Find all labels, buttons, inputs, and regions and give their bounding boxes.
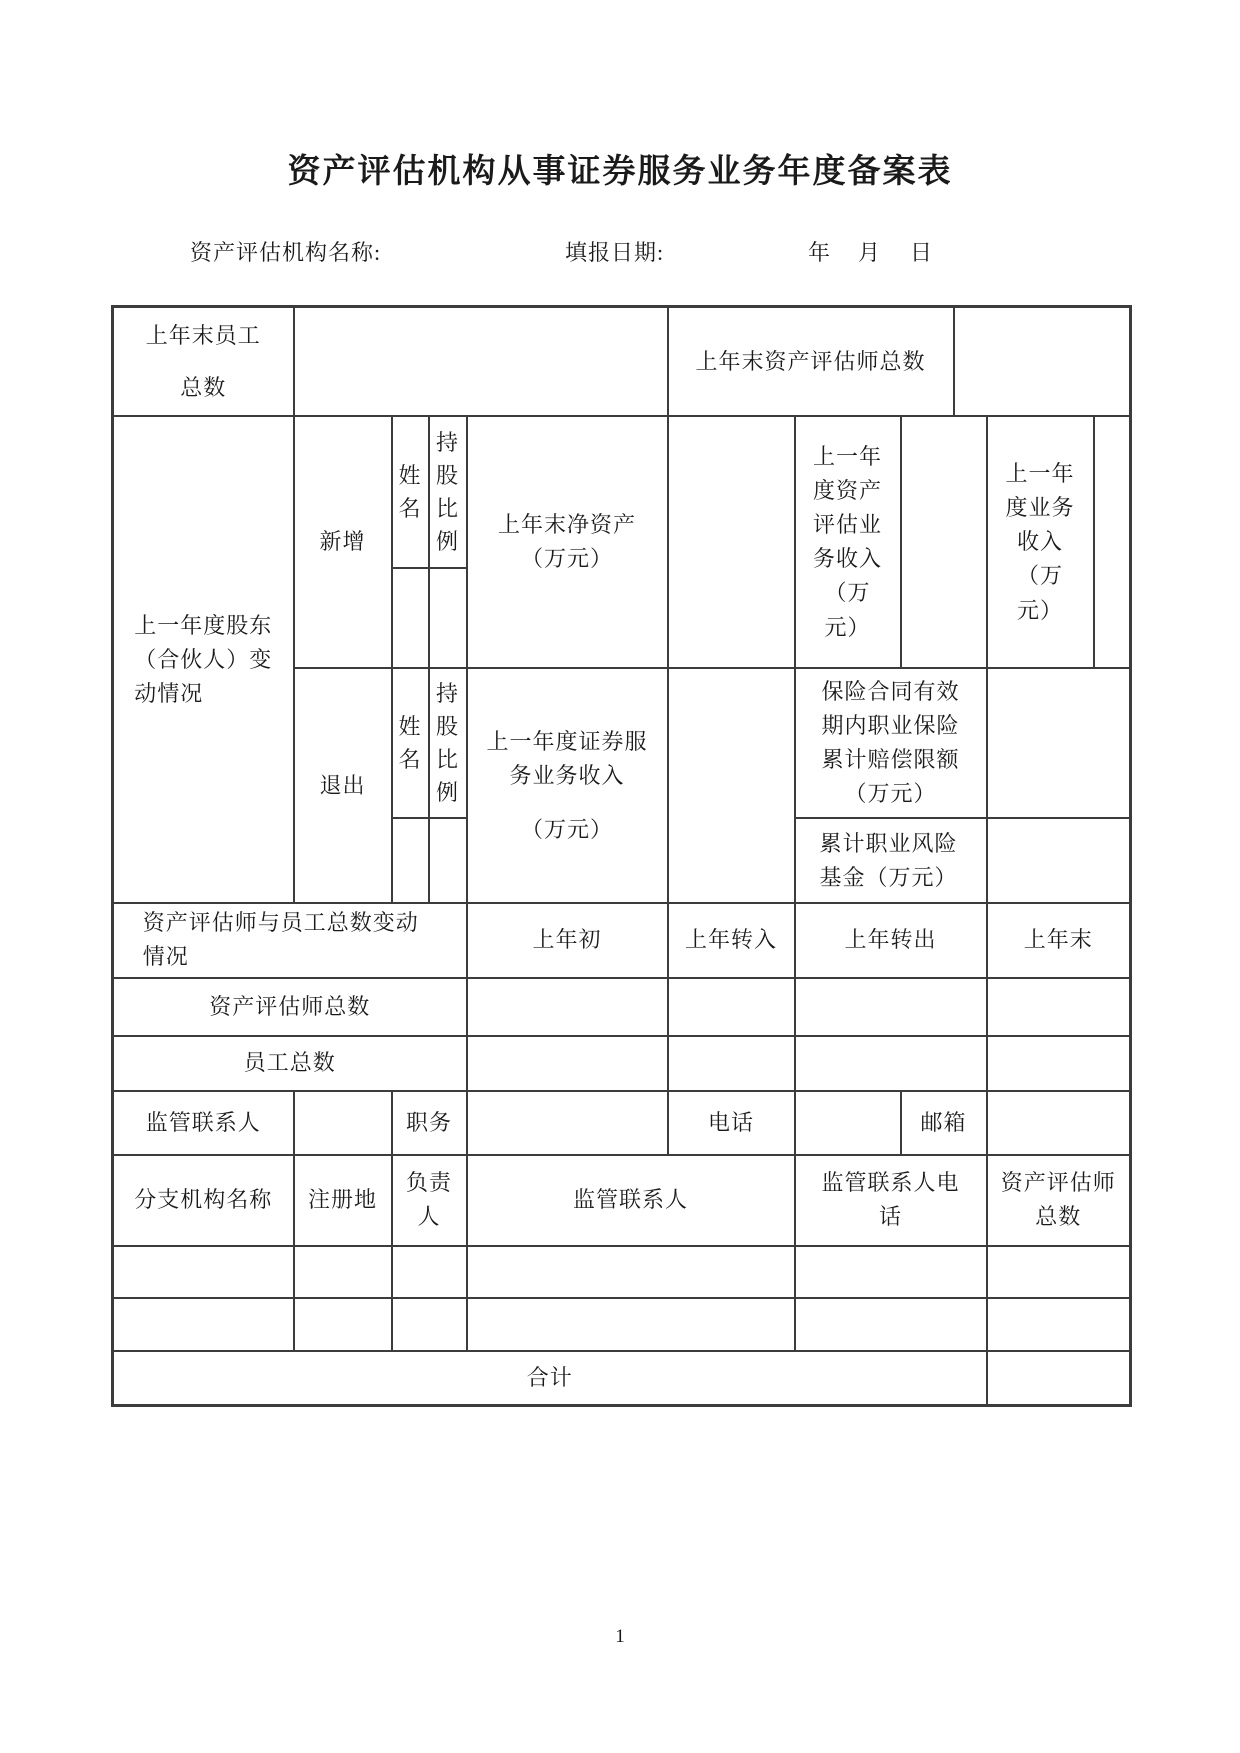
business-income-value-cell: [1094, 416, 1131, 668]
branch2-contact-cell: [467, 1298, 795, 1351]
added-ratio-header: [429, 416, 467, 568]
appraisers-transfer-in-cell: [668, 978, 795, 1036]
staff-change-section-label: [113, 903, 467, 977]
page-number: 1: [615, 1626, 625, 1647]
email-label: 邮箱: [901, 1091, 987, 1155]
risk-fund-value-cell: [987, 818, 1131, 903]
appraisers-year-end-cell: [987, 978, 1131, 1036]
securities-income-value-cell: [668, 668, 795, 903]
employees-year-start-cell: [467, 1036, 668, 1091]
form-header-line: [0, 236, 1240, 266]
branch-contact-phone-header-text: 监管联系人电话: [821, 1169, 960, 1230]
branch1-name-cell: [113, 1246, 294, 1298]
branch-total-label: 合计: [113, 1351, 987, 1406]
branch-head-header-text: 负责人: [405, 1169, 452, 1230]
branch1-contact-cell: [467, 1246, 795, 1298]
business-income-label: [987, 416, 1094, 668]
col-transfer-in-header: 上年转入: [668, 903, 795, 977]
added-name-header-text: 姓名: [398, 463, 422, 522]
phone-label: 电话: [668, 1091, 795, 1155]
exited-name-value-cell: [392, 818, 429, 903]
exited-ratio-value-cell: [429, 818, 467, 903]
col-year-start-header: 上年初: [467, 903, 668, 977]
appraisers-year-start-cell: [467, 978, 668, 1036]
branch1-appraisers-cell: [987, 1246, 1131, 1298]
filing-table: [111, 305, 1132, 1407]
month-label: 月: [858, 240, 882, 265]
exited-name-header: [392, 668, 429, 818]
employees-year-end-cell: [987, 1036, 1131, 1091]
branch1-contact-phone-cell: [795, 1246, 987, 1298]
net-assets-value-cell: [668, 416, 795, 668]
securities-income-label-text: 上一年度证券服务业务收入: [486, 728, 648, 788]
staff-change-section-label-text: 资产评估师与员工总数变动情况: [142, 910, 419, 970]
branch-head-header: [392, 1155, 467, 1246]
position-value-cell: [467, 1091, 668, 1155]
prev-year-end-employees-value-cell: [294, 307, 668, 417]
prev-year-end-appraisers-label: 上年末资产评估师总数: [668, 307, 954, 417]
branch2-name-cell: [113, 1298, 294, 1351]
exited-name-header-text: 姓名: [398, 714, 422, 773]
day-label: 日: [910, 240, 934, 265]
insurance-limit-value-cell: [987, 668, 1131, 818]
appraisers-total-row-label: 资产评估师总数: [113, 978, 467, 1036]
branch2-head-cell: [392, 1298, 467, 1351]
added-name-header: [392, 416, 429, 568]
securities-income-label: [467, 668, 668, 903]
risk-fund-label-text: 累计职业风险基金（万元）: [819, 830, 958, 890]
added-ratio-header-text: 持股比例: [435, 430, 459, 555]
prev-year-end-employees-label-text: 上年末员工总数: [145, 323, 261, 400]
email-value-cell: [987, 1091, 1131, 1155]
branch-appraisers-header-text: 资产评估师总数: [1000, 1169, 1116, 1230]
employees-transfer-out-cell: [795, 1036, 987, 1091]
employees-transfer-in-cell: [668, 1036, 795, 1091]
appraisers-transfer-out-cell: [795, 978, 987, 1036]
shareholder-change-section-label: [113, 416, 294, 903]
branch2-appraisers-cell: [987, 1298, 1131, 1351]
appraisal-income-value-cell: [901, 416, 987, 668]
supervisor-contact-value-cell: [294, 1091, 392, 1155]
branch1-head-cell: [392, 1246, 467, 1298]
prev-year-end-employees-label: [113, 307, 294, 417]
page-title: 资产评估机构从事证券服务业务年度备案表: [287, 154, 953, 190]
branch-contact-phone-header: [795, 1155, 987, 1246]
branch1-location-cell: [294, 1246, 392, 1298]
year-label: 年: [808, 240, 832, 265]
appraisal-income-label-text: 上一年度资产评估业务收入（万元）: [812, 444, 882, 640]
employees-total-row-label: 员工总数: [113, 1036, 467, 1091]
branch2-contact-phone-cell: [795, 1298, 987, 1351]
added-name-value-cell: [392, 568, 429, 668]
net-assets-label-text: 上年末净资产（万元）: [497, 512, 636, 572]
col-transfer-out-header: 上年转出: [795, 903, 987, 977]
branch-total-appraisers-value-cell: [987, 1351, 1131, 1406]
business-income-label-text: 上一年度业务收入（万元）: [1005, 461, 1075, 623]
branch-appraisers-header: [987, 1155, 1131, 1246]
branch-location-header: 注册地: [294, 1155, 392, 1246]
shareholder-change-section-label-text: 上一年度股东（合伙人）变动情况: [134, 612, 273, 706]
exited-ratio-header: [429, 668, 467, 818]
risk-fund-label: [795, 818, 987, 903]
appraisal-income-label: [795, 416, 901, 668]
added-shareholders-label: 新增: [294, 416, 392, 668]
fill-date-label: 填报日期:: [565, 240, 665, 265]
net-assets-label: [467, 416, 668, 668]
col-year-end-header: 上年末: [987, 903, 1131, 977]
insurance-limit-label-text: 保险合同有效期内职业保险累计赔偿限额（万元）: [821, 679, 960, 807]
prev-year-end-appraisers-value-cell: [954, 307, 1131, 417]
exited-ratio-header-text: 持股比例: [435, 681, 459, 806]
insurance-limit-label: [795, 668, 987, 818]
phone-value-cell: [795, 1091, 901, 1155]
supervisor-contact-label: 监管联系人: [113, 1091, 294, 1155]
branch2-location-cell: [294, 1298, 392, 1351]
added-ratio-value-cell: [429, 568, 467, 668]
branch-contact-header: 监管联系人: [467, 1155, 795, 1246]
securities-income-unit-text: （万元）: [520, 816, 613, 842]
org-name-label: 资产评估机构名称:: [190, 240, 382, 265]
exited-shareholders-label: 退出: [294, 668, 392, 903]
position-label: 职务: [392, 1091, 467, 1155]
branch-name-header: 分支机构名称: [113, 1155, 294, 1246]
